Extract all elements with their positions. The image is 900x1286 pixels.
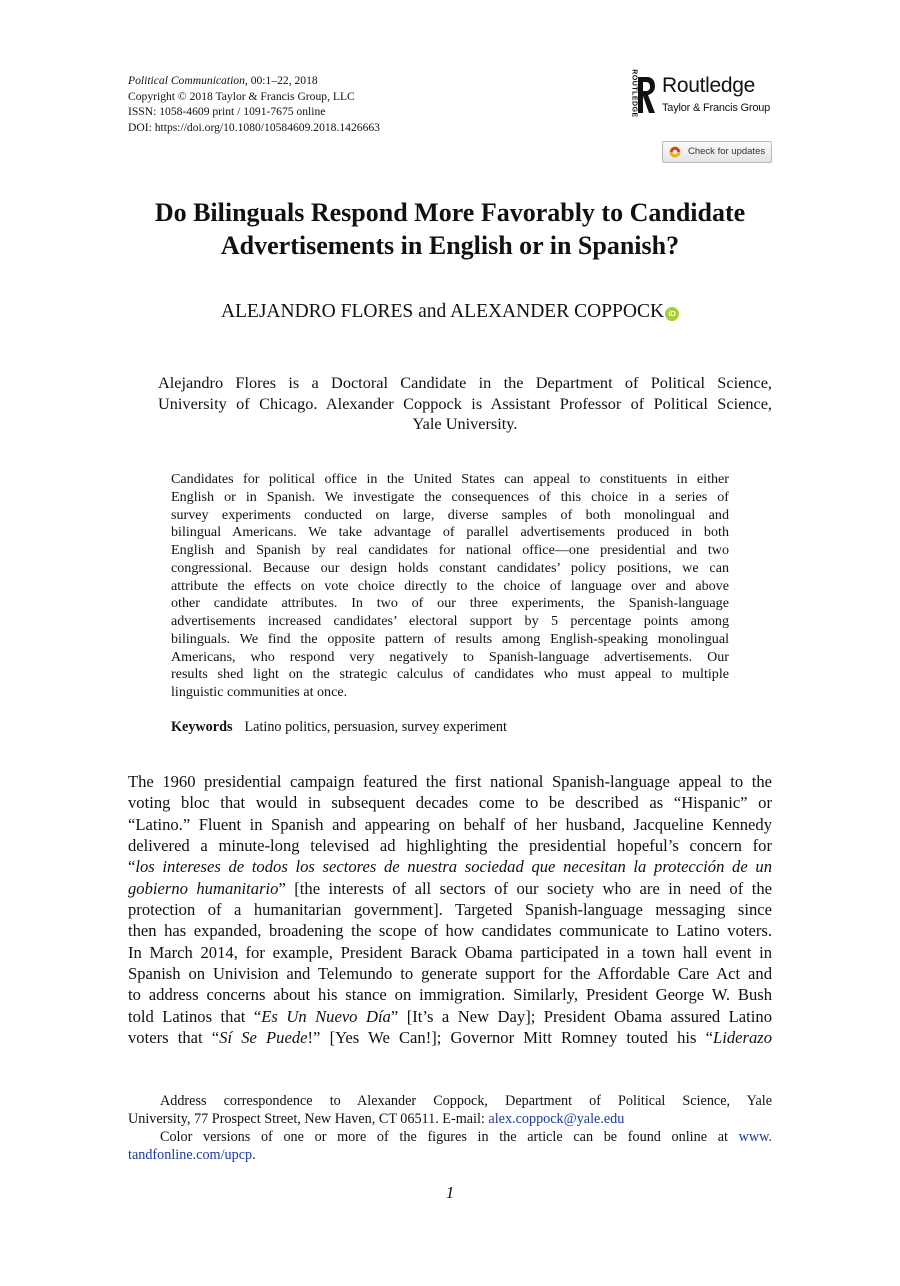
affiliation-line: University of Chicago. Alexander Coppock is Assistant Professor of Political Science, [158, 393, 772, 413]
abstract-line: results shed light on the strategic calculus of candidates who must appeal to multiple [171, 666, 729, 683]
author-names: ALEJANDRO FLORES and ALEXANDER COPPOCK [220, 301, 665, 322]
title-line: Do Bilinguals Respond More Favorably to Candidate [154, 198, 746, 227]
abstract-line: attribute the effects on vote choice directly to the choice of language over and above [171, 577, 729, 594]
body-line: to address concerns about his stance on immigration. Similarly, President George W. Bush [128, 985, 772, 1005]
abstract-line: linguistic communities at once. [171, 684, 348, 700]
journal-metadata [128, 73, 380, 135]
body-line: The 1960 presidential campaign featured the first national Spanish-language appeal to the [128, 772, 772, 791]
affiliation-line: Alejandro Flores is a Doctoral Candidate in the Department of Political Science, [158, 373, 772, 392]
issn-line: ISSN: 1058-4609 print / 1091-7675 online [128, 105, 326, 118]
check-for-updates-button[interactable] [662, 141, 772, 163]
body-line: “los intereses de todos los sectores de nuestra sociedad que necesitan la protección de un [128, 857, 772, 877]
spanish-quote: Es Un Nuevo Día [261, 1006, 391, 1026]
body-line: Spanish on Univision and Telemundo to generate support for the Affordable Care Act and [128, 964, 772, 984]
spanish-quote: los intereses de todos los sectores de nuestra sociedad que necesitan la protección de un [135, 857, 772, 877]
routledge-logo [624, 69, 774, 120]
keywords [171, 719, 507, 736]
spanish-quote: gobierno humanitario [128, 878, 279, 898]
abstract-line: survey experiments conducted on large, diverse samples of both monolingual and [171, 506, 729, 523]
footnote-line: Color versions of one or more of the figures in the article can be found online at www. [160, 1129, 772, 1145]
journal-volume: , 00:1–22, 2018 [244, 74, 318, 87]
abstract-line: advertisements increased candidates’ electoral support by 5 percentage points among [171, 613, 729, 629]
journal-citation [128, 73, 380, 89]
crossmark-icon [669, 146, 681, 158]
journal-name: Political Communication [128, 74, 245, 87]
footnote-line: University, 77 Prospect Street, New Haven, CT 06511. E-mail: alex.coppock@yale.edu [128, 1111, 625, 1127]
body-line: delivered a minute-long televised ad highlighting the presidential hopeful’s concern for [128, 836, 772, 856]
keywords-label: Keywords [171, 719, 233, 735]
abstract-line: English and Spanish by real candidates for national office—one presidential and two [171, 542, 729, 558]
body-line: protection of a humanitarian government]. Targeted Spanish-language messaging since [128, 900, 772, 920]
abstract-line: English or in Spanish. We investigate the consequences of this choice in a series of [171, 488, 729, 505]
abstract-line: bilingual Americans. We take advantage of parallel advertisements produced in both [171, 524, 729, 541]
url-link[interactable]: www. [738, 1129, 772, 1145]
body-line: voters that “Sí Se Puede!” [Yes We Can!]; Governor Mitt Romney touted his “Liderazo [128, 1028, 772, 1048]
email-link[interactable]: alex.coppock@yale.edu [488, 1111, 625, 1127]
logo-name: Routledge [662, 74, 756, 97]
orcid-icon[interactable]: iD [665, 307, 679, 321]
page-number: 1 [445, 1183, 455, 1202]
body-line: voting bloc that would in subsequent decades come to be described as “Hispanic” or [128, 793, 772, 813]
abstract-line: bilinguals. We find the opposite pattern of results among English-speaking monolingual [171, 630, 729, 647]
footnote-line: Address correspondence to Alexander Coppock, Department of Political Science, Yale [160, 1093, 772, 1109]
body-line: In March 2014, for example, President Barack Obama participated in a town hall event in [128, 942, 772, 962]
affiliation-line: Yale University. [412, 414, 518, 433]
abstract-line: Candidates for political office in the United States can appeal to constituents in either [171, 471, 729, 487]
abstract-line: other candidate attributes. In two of our three experiments, the Spanish-language [171, 595, 729, 612]
title-line: Advertisements in English or in Spanish? [220, 231, 680, 260]
body-line: told Latinos that “Es Un Nuevo Día” [It’s a New Day]; President Obama assured Latino [128, 1006, 772, 1026]
author-list [100, 301, 800, 323]
spanish-quote: Liderazo [712, 1028, 772, 1048]
footnote [128, 1092, 772, 1164]
keywords-text: Latino politics, persuasion, survey experiment [244, 719, 507, 735]
copyright-line: Copyright © 2018 Taylor & Francis Group, LLC [128, 89, 355, 103]
check-for-updates-label: Check for updates [688, 146, 766, 157]
body-line: then has expanded, broadening the scope of how candidates communicate to Latino voters. [128, 921, 772, 941]
body-paragraph [128, 771, 772, 1048]
body-line: “Latino.” Fluent in Spanish and appearing on behalf of her husband, Jacqueline Kennedy [128, 814, 772, 834]
logo-subtitle: Taylor & Francis Group [662, 102, 771, 114]
body-line: gobierno humanitario” [the interests of all sectors of our society who are in need of the [128, 878, 772, 898]
abstract-line: Americans, who respond very negatively to Spanish-language advertisements. Our [171, 648, 729, 665]
article-title [100, 196, 800, 262]
author-affiliations [158, 373, 772, 435]
footnote-line: tandfonline.com/upcp. [128, 1147, 256, 1163]
spanish-quote: Sí Se Puede [219, 1028, 308, 1048]
routledge-r-icon [636, 75, 656, 115]
abstract [171, 471, 729, 702]
abstract-line: congressional. Because our design holds constant candidates’ policy positions, we can [171, 559, 729, 576]
url-link[interactable]: tandfonline.com/upcp [128, 1147, 253, 1163]
doi-line: DOI: https://doi.org/10.1080/10584609.2018.1426663 [128, 120, 380, 134]
logo-side-wordmark: ROUTLEDGE [630, 69, 638, 118]
